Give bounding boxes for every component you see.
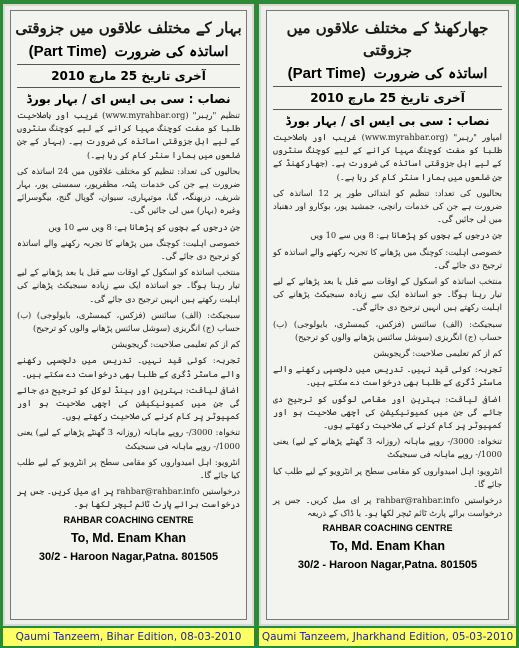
paragraph: جن درجوں کے بچوں کو پڑھانا ہے: 8 ویں سے 10 ویں: [310, 230, 502, 241]
paragraph: خصوصی اہلیت: کوچنگ میں پڑھانے کا تجربہ رکھنے والے اساتذہ کو ترجیح دی جائے گی۔: [17, 237, 240, 262]
paragraph: درخواستیں rahbar@rahbar.info پر ای میل کریں۔ جس پر درخواست برائے پارٹ ٹائم ٹیچر لکھا ہو۔: [17, 486, 240, 510]
divider: [17, 87, 240, 88]
address-line: 30/2 - Haroon Nagar,Patna. 801505: [297, 559, 478, 572]
advert-body: [267, 128, 508, 520]
paragraph: جن درجوں کے بچوں کو پڑھانا ہے: 8 ویں سے 10 ویں: [48, 221, 240, 232]
paragraph: درخواستیں rahbar@rahbar.info پر ای میل کریں۔ جس پر درخواست برائے پارٹ ٹائم ٹیچر لکھا ہو۔ یا ڈاک کے ذریعہ: [273, 495, 502, 519]
advert-body: [11, 106, 246, 512]
paragraph: کم از کم تعلیمی صلاحیت: گریجویشن: [373, 348, 502, 359]
centre-name: RAHBAR COACHING CENTRE: [63, 514, 194, 525]
paragraph: بحالیوں کی تعداد: تنظیم کو مختلف علاقوں میں 24 اساتذہ کی ضرورت ہے جن کی خدمات پٹنہ، مظفرپور، سمستی پور، بہار شریف، دربھنگہ، گیا، موتیہاری، سیوان، گوپال گنج، بیگوسرائے وغیرہ (بہار) میں لی جائیں گی۔: [17, 165, 241, 216]
clipping-jharkhand: [259, 4, 516, 626]
clipping-bihar: [3, 4, 254, 626]
syllabus: نصاب : سی بی ایس ای / بہار بورڈ: [26, 92, 231, 106]
paragraph: اضافی لیاقت: بہترین اور ہینڈ لوکل کو ترجیح دی جائے گی جن میں کمیونیکیشن کی اچھی صلاحیت ہو اور کمپیوٹر پر کام کرنے کی صلاحیت رکھتے ہوں۔: [17, 384, 240, 422]
deadline: آخری تاریخ 25 مارچ 2010: [51, 69, 206, 83]
paragraph: تنخواہ: 3000/- روپے ماہانہ (روزانہ 3 گھنٹے پڑھانے کے لیے) یعنی 1000/- روپے ماہانہ فی سبجیکٹ: [17, 427, 241, 451]
paragraph: انٹرویو: اہل امیدواروں کو مقامی سطح پر انٹرویو کے لیے طلب کیا جائے گا۔: [17, 456, 240, 481]
paragraph: تجربہ: کوئی قید نہیں۔ تدریس میں دلچسپی رکھنے والے ماسٹر ڈگری کے طلبا بھی درخواست دے سکتے ہیں۔: [17, 355, 240, 379]
paragraph: سبجیکٹ: (الف) سائنس (فزکس، کیمسٹری، بایولوجی) (ب) حساب (ج) انگریزی (سوشل سائنس پڑھانے والوں کو ترجیح): [17, 309, 240, 334]
paragraph: بحالیوں کی تعداد: تنظیم کو ابتدائی طور پر 12 اساتذہ کی ضرورت ہے جن کی خدمات رانچی، جمشید پور، بوکارو اور دھنباد میں لی جائیں گی۔: [273, 187, 502, 225]
paragraph: تجربہ: کوئی قید نہیں۔ تدریس میں دلچسپی رکھنے والے ماسٹر ڈگری کے طلبا بھی درخواست دے سکتے ہیں۔: [273, 364, 502, 388]
clipping-body: [266, 10, 509, 620]
subheadline-english: (Part Time): [287, 65, 366, 82]
paragraph: اضافی لیاقت: بہترین اور مقامی لوگوں کو ترجیح دی جائے گی جن میں کمیونیکیشن کی اچھی صلاحیت ہو اور کمپیوٹر پر کام کرنے کی صلاحیت رکھتے ہوں۔: [273, 393, 502, 431]
syllabus: نصاب : سی بی ایس ای / بہار بورڈ: [285, 114, 490, 128]
headline: بہار کے مختلف علاقوں میں جزوقتی: [15, 19, 242, 37]
paragraph: منتخب اساتذہ کو اسکول کے اوقات سے قبل یا بعد پڑھانے کے لیے تیار رہنا ہوگا۔ جو اساتذہ ایک سے زیادہ سبجیکٹ پڑھانے کی اہلیت رکھتے ہیں انہیں ترجیح دی جائے گی۔: [17, 267, 240, 304]
subheadline-urdu: اساتذہ کی ضرورت: [373, 65, 488, 82]
subheadline: [267, 65, 508, 82]
address-line: 30/2 - Haroon Nagar,Patna. 801505: [38, 550, 219, 563]
paragraph: منتخب اساتذہ کو اسکول کے اوقات سے قبل یا بعد پڑھانے کے لیے تیار رہنا ہوگا۔ جو اساتذہ ایک سے زیادہ سبجیکٹ پڑھانے کی اہلیت رکھتے ہیں انہیں ترجیح دی جائے گی۔: [273, 276, 502, 313]
centre-name: RAHBAR COACHING CENTRE: [322, 523, 453, 534]
paragraph: تنظیم "رہبر" (www.myrahbar.org) غریب اور باصلاحیت طلبا کو مفت کوچنگ مہیا کرانے کے لیے کوچنگ سنٹروں کے لیے اہل جزوقتی اساتذہ کی ضرورت ہے۔ (بہار کے جن ضلعوں میں ہمارا سنٹر کام کر رہا ہے۔): [17, 110, 240, 160]
subheadline: [11, 43, 246, 60]
subheadline-english: (Part Time): [28, 43, 107, 60]
subheadline-urdu: اساتذہ کی ضرورت: [114, 43, 229, 60]
deadline: آخری تاریخ 25 مارچ 2010: [310, 91, 465, 105]
paragraph: انٹرویو: اہل امیدواروں کو مقامی سطح پر انٹرویو کے لیے طلب کیا جائے گا۔: [273, 465, 502, 489]
paragraph: سبجیکٹ: (الف) سائنس (فزکس، کیمسٹری، بایولوجی) (ب) حساب (ج) انگریزی (سوشل سائنس پڑھانے والوں کو ترجیح): [273, 318, 502, 342]
divider: [273, 109, 502, 110]
caption-bihar: Qaumi Tanzeem, Bihar Edition, 08-03-2010: [3, 628, 254, 646]
caption-jharkhand: Qaumi Tanzeem, Jharkhand Edition, 05-03-2010: [259, 628, 516, 646]
paragraph: امپاور "رہبر" (www.myrahbar.org) غریب اور باصلاحیت طلبا کو مفت کوچنگ مہیا کرانے کے لیے کوچنگ سنٹروں کے لیے اہل جزوقتی اساتذہ کی ضرورت ہے۔ (جھارکھنڈ کے جن ضلعوں میں ہمارا سنٹر کام کر رہا ہے۔): [273, 132, 502, 182]
paragraph: تنخواہ: 3000/- روپے ماہانہ (روزانہ 3 گھنٹے پڑھانے کے لیے) یعنی 1000/- روپے ماہانہ فی سبجیکٹ: [273, 436, 502, 460]
clipping-body: [10, 10, 247, 620]
headline: جھارکھنڈ کے مختلف علاقوں میں جزوقتی: [286, 19, 489, 59]
divider: [273, 86, 502, 87]
paragraph: خصوصی اہلیت: کوچنگ میں پڑھانے کا تجربہ رکھنے والے اساتذہ کو ترجیح دی جائے گی۔: [273, 246, 502, 270]
recipient-line: To, Md. Enam Khan: [70, 530, 187, 545]
paragraph: کم از کم تعلیمی صلاحیت: گریجویشن: [111, 339, 240, 350]
recipient-line: To, Md. Enam Khan: [329, 539, 446, 554]
divider: [17, 64, 240, 65]
